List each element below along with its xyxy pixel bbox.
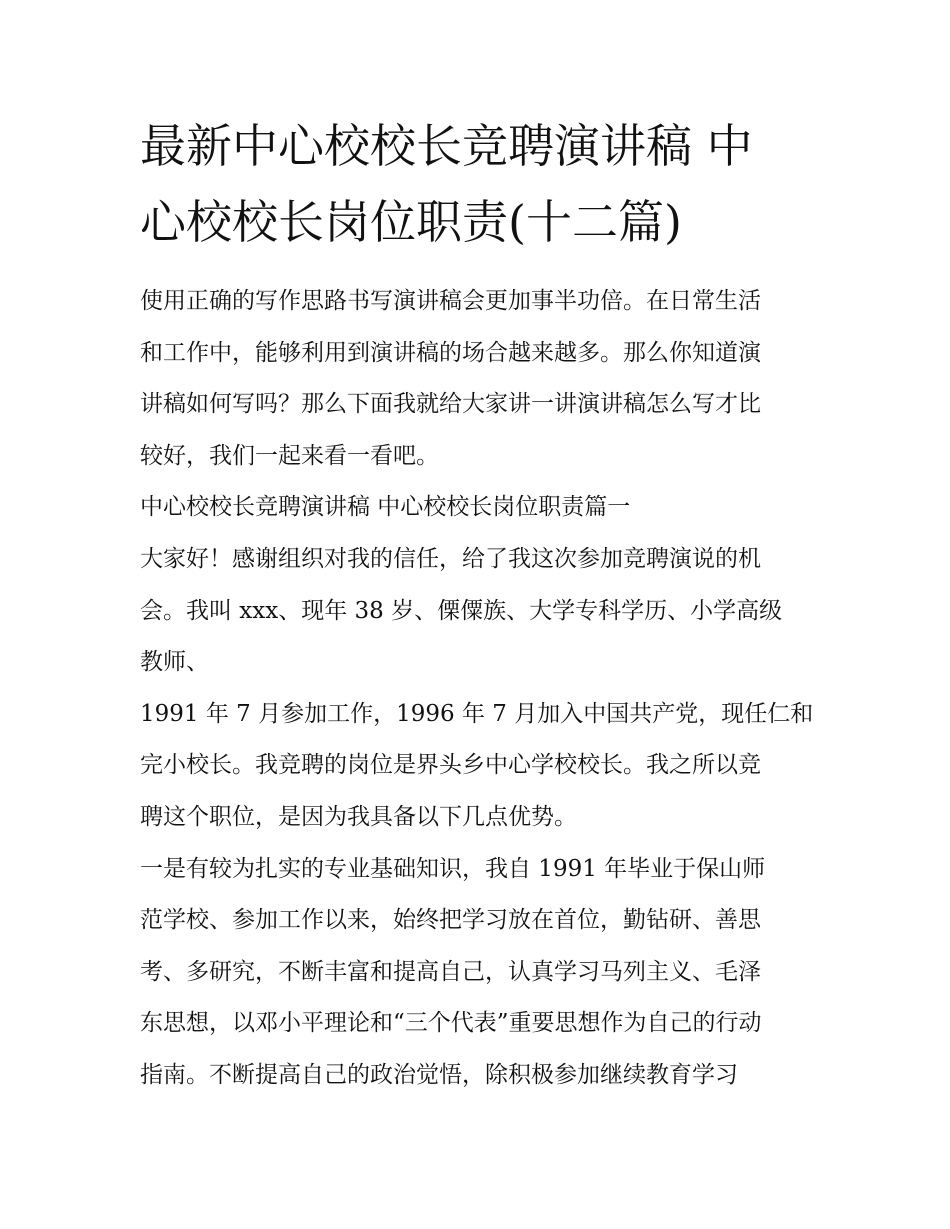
body-line: 和工作中，能够利用到演讲稿的场合越来越多。那么你知道演 [140,339,761,366]
section-heading: 中心校校长竞聘演讲稿 中心校校长岗位职责篇一 [140,494,631,521]
body-line: 指南。不断提高自己的政治觉悟，除积极参加继续教育学习 [140,1061,738,1088]
body-line: 东思想，以邓小平理论和“三个代表”重要思想作为自己的行动 [140,1010,762,1037]
body-line: 较好，我们一起来看一看吧。 [140,442,439,469]
body-line: 大家好！感谢组织对我的信任，给了我这次参加竞聘演说的机 [140,545,761,572]
body-line: 会。我叫 xxx、现年 38 岁、傈僳族、大学专科学历、小学高级 [140,597,783,624]
body-line: 范学校、参加工作以来，始终把学习放在首位，勤钻研、善思 [140,907,761,934]
body-line: 一是有较为扎实的专业基础知识，我自 1991 年毕业于保山师 [140,855,766,882]
document-body [140,276,820,1102]
body-line: 讲稿如何写吗？那么下面我就给大家讲一讲演讲稿怎么写才比 [140,391,761,418]
body-line: 考、多研究，不断丰富和提高自己，认真学习马列主义、毛泽 [140,958,761,985]
title-line: 心校校长岗位职责(十二篇) [140,195,682,249]
body-line: 使用正确的写作思路书写演讲稿会更加事半功倍。在日常生活 [140,288,761,314]
body-line: 完小校长。我竞聘的岗位是界头乡中心学校校长。我之所以竞 [140,752,761,779]
body-line: 教师、 [140,649,209,676]
body-line: 聘这个职位，是因为我具备以下几点优势。 [140,803,577,830]
body-line: 1991 年 7 月参加工作，1996 年 7 月加入中国共产党，现任仁和 [140,700,814,727]
document-title [140,108,820,260]
title-line: 最新中心校校长竞聘演讲稿 中 [140,119,753,173]
